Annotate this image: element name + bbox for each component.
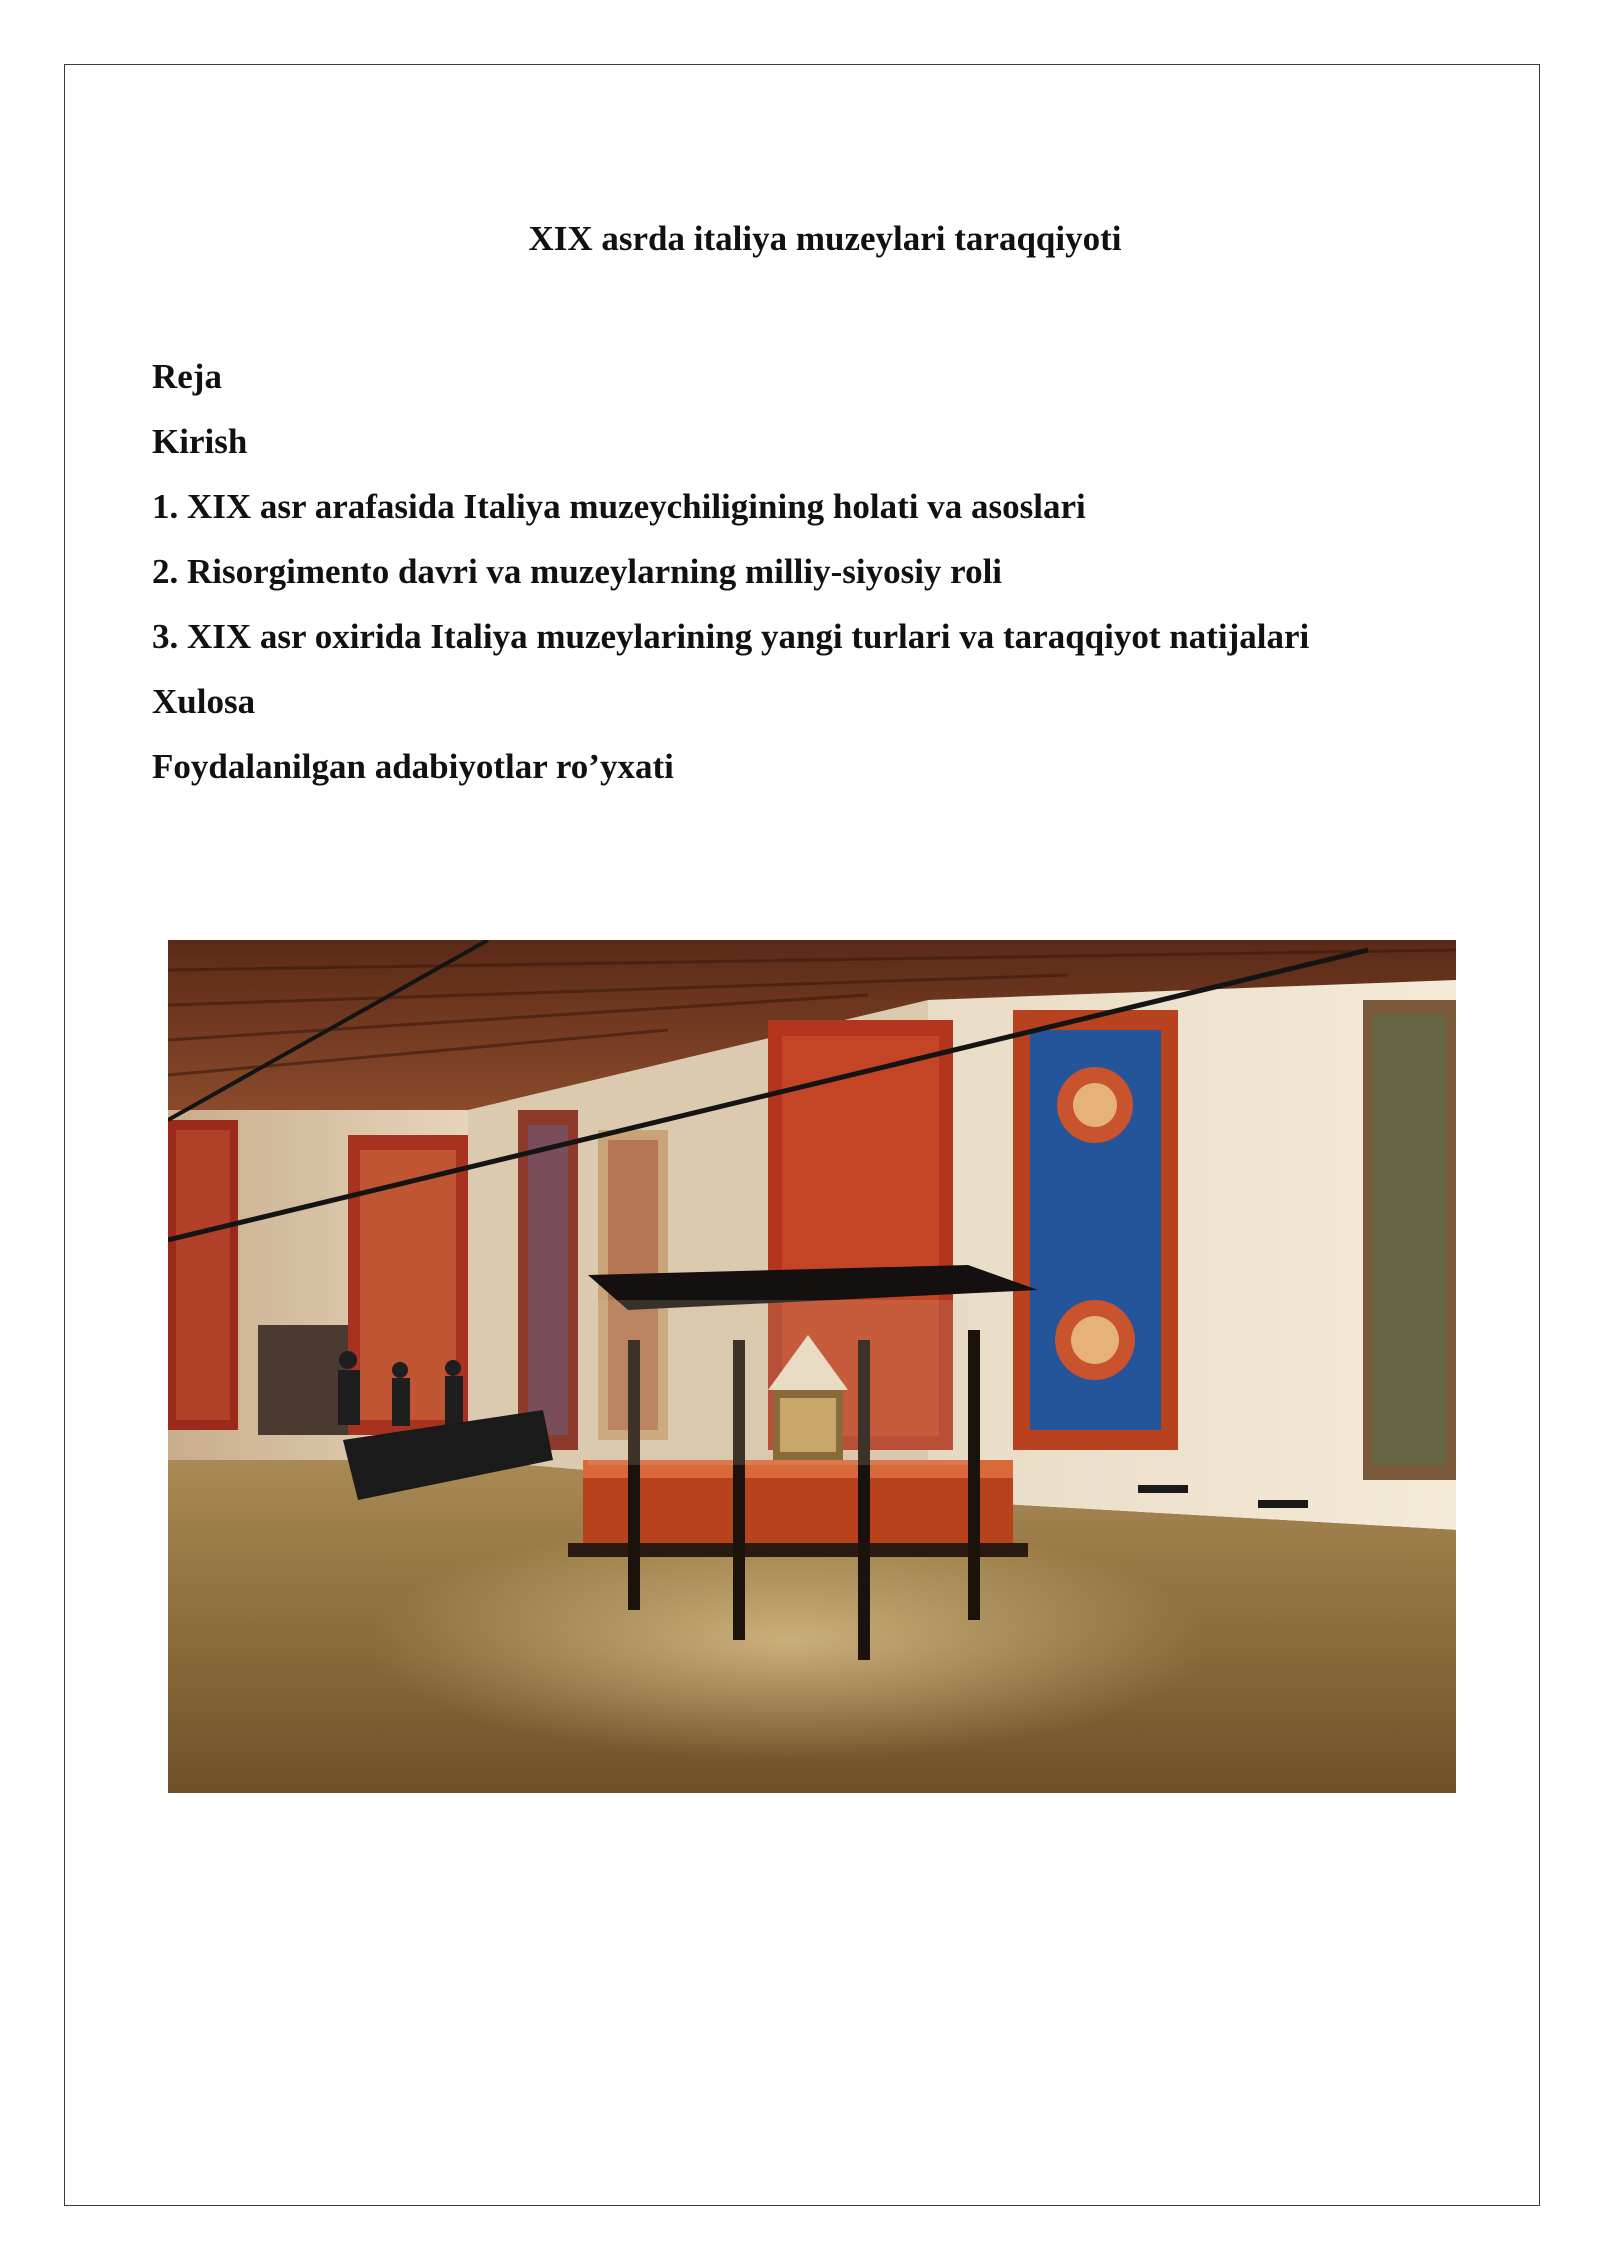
- plan-item-2: 2. Risorgimento davri va muzeylarning milliy-siyosiy roli: [152, 552, 1003, 591]
- plan-list: [152, 344, 1492, 799]
- plan-item-1: 1. XIX asr arafasida Italiya muzeychiligining holati va asoslari: [152, 487, 1086, 526]
- plan-item-conclusion: Xulosa: [152, 682, 256, 721]
- plan-heading: Reja: [152, 357, 222, 396]
- plan-item-introduction: Kirish: [152, 422, 248, 461]
- plan-item-references: Foydalanilgan adabiyotlar ro’yxati: [152, 747, 674, 786]
- museum-gallery-photo: [168, 940, 1456, 1793]
- plan-item-3: 3. XIX asr oxirida Italiya muzeylarining yangi turlari va taraqqiyot natijalari: [152, 617, 1310, 656]
- document-title: XIX asrda italiya muzeylari taraqqiyoti: [528, 219, 1122, 258]
- museum-gallery-illustration: [168, 940, 1456, 1793]
